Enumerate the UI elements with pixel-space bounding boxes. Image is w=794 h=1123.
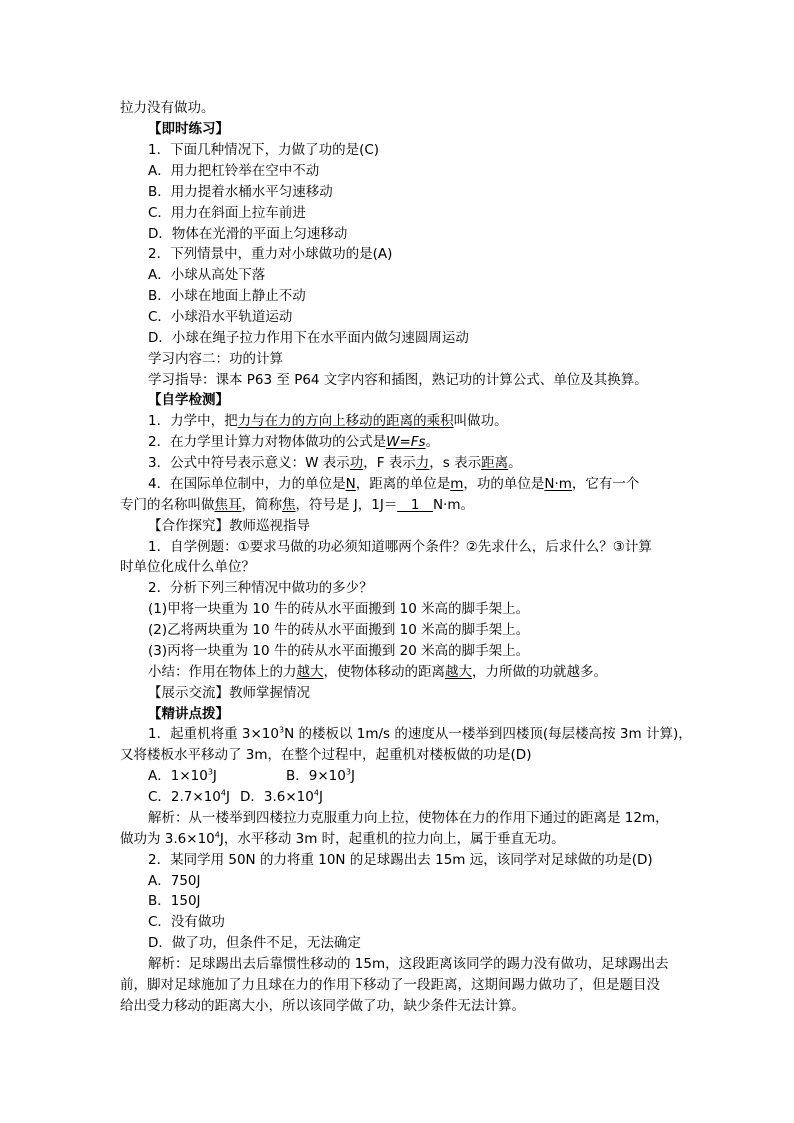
superscript: 4 <box>220 788 226 798</box>
option: D．物体在光滑的平面上匀速移动 <box>148 226 348 242</box>
section-heading: 【精讲点拨】 <box>148 706 229 722</box>
answer-blank: __1__ <box>397 497 433 513</box>
option <box>148 766 286 787</box>
analysis <box>120 829 680 850</box>
analysis: 前，脚对足球施加了力且球在力的作用下移动了一段距离，这期间踢力做功了，但是题目没 <box>120 977 660 993</box>
fill-in-item <box>148 474 708 495</box>
superscript: 3 <box>278 725 285 735</box>
item-text: ，s 表示 <box>429 455 482 471</box>
option-text: B．9×10 <box>286 768 346 784</box>
option-text: A．1×10 <box>148 768 208 784</box>
item-text: 4．在国际单位制中，力的单位是 <box>148 476 346 492</box>
item-text: 。 <box>425 434 440 450</box>
text-line: 时单位化成什么单位？ <box>120 559 255 575</box>
item-text: 小结：作用在物体上的力 <box>148 664 297 680</box>
section-title: 学习内容二：功的计算 <box>148 351 283 367</box>
item-text: ，F 表示 <box>363 455 416 471</box>
fill-in-item <box>120 495 680 516</box>
option <box>240 789 323 805</box>
item-text: ，距离的单位是 <box>355 476 451 492</box>
text-line: 2．分析下列三种情况中做功的多少？ <box>148 580 373 596</box>
item-text: ，使物体移动的距离 <box>323 664 445 680</box>
answer-blank: 越大 <box>296 664 324 680</box>
item-text: 专门的名称叫做 <box>120 497 215 513</box>
list-item: (1)甲将一块重为 10 牛的砖从水平面搬到 10 米高的脚手架上。 <box>148 601 530 617</box>
analysis: 解析：足球踢出去后靠惯性移动的 15m，这段距离该同学的踢力没有做功，足球踢出去 <box>148 956 669 972</box>
option-text: D．3.6×10 <box>240 789 314 805</box>
answer-blank: 力 <box>415 455 430 471</box>
study-guide: 学习指导：课本 P63 至 P64 文字内容和插图，熟记功的计算公式、单位及其换算。 <box>148 372 648 388</box>
analysis: 解析：从一楼举到四楼拉力克服重力向上拉，使物体在力的作用下通过的距离是 12m， <box>148 810 669 826</box>
text-line: 1．自学例题：①要求马做的功必须知道哪两个条件？②先求什么，后求什么？③计算 <box>148 539 652 555</box>
option-text: J <box>350 768 355 784</box>
section-heading: 【即时练习】 <box>148 121 229 137</box>
answer-blank: 功 <box>349 455 364 471</box>
option <box>286 768 355 784</box>
item-text: 。 <box>508 455 522 471</box>
option: A．用力把杠铃举在空中不动 <box>148 163 320 179</box>
answer-blank: 力与在力的方向上移动的距离的乘积 <box>237 413 454 429</box>
option <box>148 787 240 808</box>
list-item: (3)丙将一块重为 10 牛的砖从水平面搬到 20 米高的脚手架上。 <box>148 643 530 659</box>
question: 2．下列情景中，重力对小球做功的是(A) <box>148 246 393 262</box>
item-text: J，水平移动 3m 时，起重机的拉力向上，属于垂直无功。 <box>219 831 565 847</box>
question: 2．某同学用 50N 的力将重 10N 的足球踢出去 15m 远，该同学对足球做的功是(D) <box>148 852 653 868</box>
item-text: ，符号是 J，1J＝ <box>295 497 398 513</box>
item-text: 做功为 3.6×10 <box>120 831 215 847</box>
answer-blank: 焦 <box>282 497 296 513</box>
option: C．用力在斜面上拉车前进 <box>148 205 306 221</box>
superscript: 4 <box>313 788 319 798</box>
item-text: 1．起重机将重 3×10 <box>148 726 279 742</box>
option: B．150J <box>148 893 201 909</box>
option: B．用力提着水桶水平匀速移动 <box>148 184 333 200</box>
question: 1．下面几种情况下，力做了功的是(C) <box>148 142 380 158</box>
text-line: 又将楼板水平移动了 3m，在整个过程中，起重机对楼板做的功是(D) <box>120 747 532 763</box>
answer-blank: 越大 <box>445 664 472 680</box>
option: A．小球从高处下落 <box>148 267 266 283</box>
option: C．没有做功 <box>148 914 225 930</box>
answer-blank: W=Fs <box>386 434 426 450</box>
answer-blank: 距离 <box>481 455 509 471</box>
superscript: 4 <box>214 830 220 840</box>
option: C．小球沿水平轨道运动 <box>148 309 293 325</box>
item-text: N·m。 <box>432 497 474 513</box>
analysis: 给出受力移动的距离大小，所以该同学做了功，缺少条件无法计算。 <box>120 998 525 1014</box>
answer-blank: N·m <box>544 476 572 492</box>
fill-in-item <box>148 432 708 453</box>
text-line: 拉力没有做功。 <box>120 100 215 116</box>
list-item: (2)乙将两块重为 10 牛的砖从水平面搬到 10 米高的脚手架上。 <box>148 622 530 638</box>
summary-line <box>148 662 708 683</box>
item-text: 2．在力学里计算力对物体做功的公式是 <box>148 434 387 450</box>
item-text: 叫做功。 <box>453 413 508 429</box>
section-heading: 【自学检测】 <box>148 392 229 408</box>
item-text: ，功的单位是 <box>463 476 545 492</box>
section-heading: 【合作探究】教师巡视指导 <box>148 518 310 534</box>
option: D．做了功，但条件不足，无法确定 <box>148 935 361 951</box>
option-text: J <box>318 789 323 805</box>
option: D．小球在绳子拉力作用下在水平面内做匀速圆周运动 <box>148 330 469 346</box>
item-text: 3．公式中符号表示意义：W 表示 <box>148 455 350 471</box>
question <box>148 724 708 745</box>
option: B．小球在地面上静止不动 <box>148 288 306 304</box>
fill-in-item <box>148 411 708 432</box>
answer-blank: 焦耳 <box>214 497 242 513</box>
option-text: C．2.7×10 <box>148 789 221 805</box>
option-text: J <box>225 789 230 805</box>
options-row <box>148 787 708 808</box>
section-heading: 【展示交流】教师掌握情况 <box>148 685 310 701</box>
answer-blank: N <box>345 476 356 492</box>
fill-in-item <box>148 453 708 474</box>
item-text: ，简称 <box>241 497 282 513</box>
option: A．750J <box>148 873 201 889</box>
item-text: N 的楼板以 1m/s 的速度从一楼举到四楼顶(每层楼高按 3m 计算)， <box>284 726 692 742</box>
option-text: J <box>212 768 217 784</box>
item-text: ，力所做的功就越多。 <box>472 664 607 680</box>
item-text: 1．力学中，把 <box>148 413 238 429</box>
superscript: 3 <box>207 767 213 777</box>
item-text: ，它有一个 <box>571 476 640 492</box>
superscript: 3 <box>345 767 351 777</box>
answer-blank: m <box>450 476 464 492</box>
options-row <box>148 766 708 787</box>
